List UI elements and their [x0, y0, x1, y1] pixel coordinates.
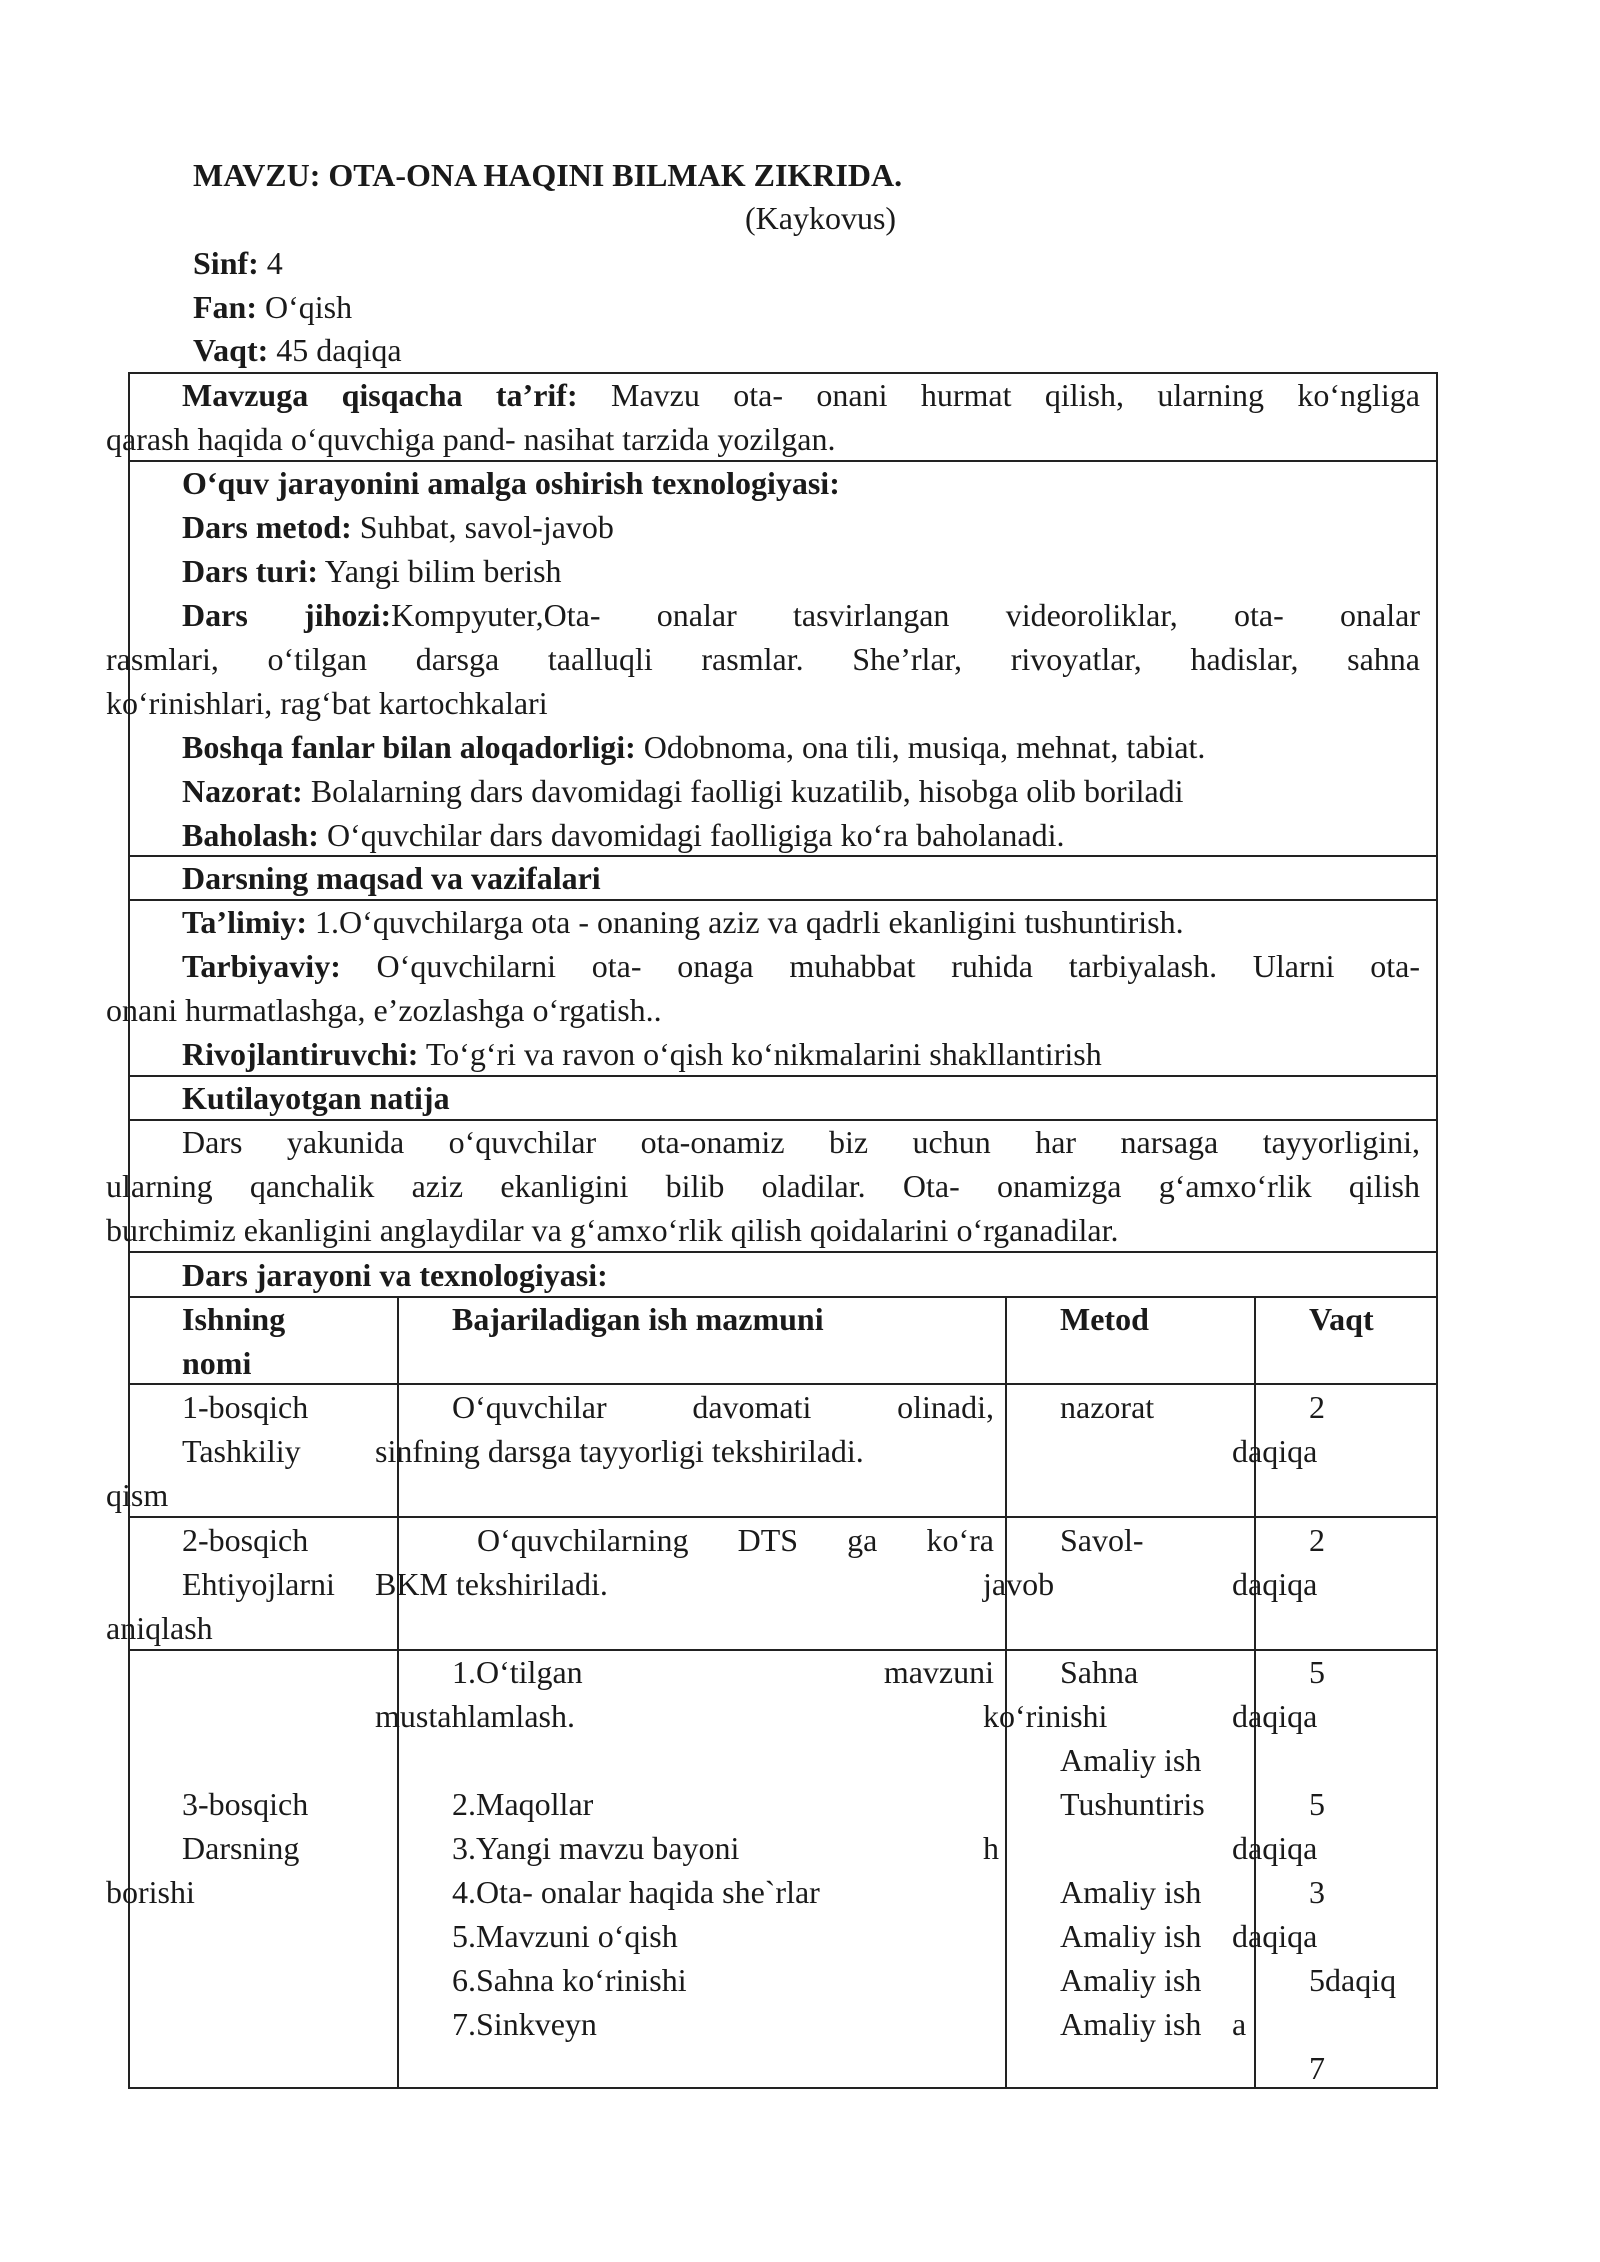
row1-stage: 1-bosqich — [182, 1389, 309, 1425]
row3-time-item: a — [1232, 2006, 1247, 2042]
row3-stage-name: Darsning — [182, 1830, 300, 1866]
equipment-line-2: rasmlari, o‘tilgan darsga taalluqli rasmlar. She’rlar, rivoyatlar, hadislar, sahna — [106, 641, 1420, 677]
table-border-right — [1436, 372, 1438, 2089]
column-divider-1 — [397, 1296, 399, 2089]
row2-method: Savol- — [1060, 1522, 1144, 1558]
row3-method-item: Sahna — [1060, 1654, 1139, 1690]
column-header-name-2: nomi — [182, 1345, 252, 1381]
row3-time-item: 5daqiq — [1309, 1962, 1397, 1998]
summary-text: Mavzu ota- onani hurmat qilish, ularning ko‘ngliga — [577, 377, 1421, 413]
row2-stage-name: Ehtiyojlarni — [182, 1566, 335, 1602]
column-header-name: Ishning — [182, 1301, 286, 1337]
row1-content-2: sinfning darsga tayyorligi tekshiriladi. — [375, 1433, 864, 1469]
interdisciplinary-line — [182, 725, 1205, 769]
row3-content-item: 4.Ota- onalar haqida she`rlar — [452, 1874, 820, 1910]
upbringing-goal-line-2: onani hurmatlashga, e’zozlashga o‘rgatish.. — [106, 992, 662, 1028]
result-line-3: burchimiz ekanligini anglaydilar va g‘amxo‘rlik qilish qoidalarini o‘rganadilar. — [106, 1212, 1119, 1248]
row3-method-item: h — [983, 1830, 999, 1866]
row2-content-1: O‘quvchilarning DTS ga ko‘ra — [477, 1522, 994, 1558]
row2-time: 2 — [1309, 1522, 1325, 1558]
row3-method-item: Tushuntiris — [1060, 1786, 1205, 1822]
result-line-1: Dars yakunida o‘quvchilar ota-onamiz biz uchun har narsaga tayyorligini, — [182, 1124, 1420, 1160]
result-line-2: ularning qanchalik aziz ekanligini bilib oladilar. Ota- onamizga g‘amxo‘rlik qilish — [106, 1168, 1420, 1204]
row3-content-item: 7.Sinkveyn — [452, 2006, 597, 2042]
assessment-label: Baholash: — [182, 817, 319, 853]
table-border-bottom — [128, 2087, 1438, 2089]
interdisciplinary-value: Odobnoma, ona tili, musiqa, mehnat, tabiat. — [635, 729, 1206, 765]
row1-method: nazorat — [1060, 1389, 1155, 1425]
time-line — [193, 328, 402, 372]
summary-label: Mavzuga qisqacha ta’rif: — [182, 377, 578, 413]
lesson-type-label: Dars turi: — [182, 553, 318, 589]
row3-content-item: 5.Mavzuni o‘qish — [452, 1918, 678, 1954]
educational-goal-line — [182, 900, 1184, 944]
developmental-goal-label: Rivojlantiruvchi: — [182, 1036, 419, 1072]
assessment-value: O‘quvchilar dars davomidagi faolligiga ko‘ra baholanadi. — [318, 817, 1065, 853]
assessment-line — [182, 813, 1064, 857]
column-divider-2 — [1005, 1296, 1007, 2089]
column-header-content: Bajariladigan ish mazmuni — [452, 1301, 824, 1337]
subject-line — [193, 285, 352, 329]
grade-label: Sinf: — [193, 245, 259, 281]
row1-time-unit: daqiqa — [1232, 1433, 1318, 1469]
row3-method-item: Amaliy ish — [1060, 1962, 1202, 1998]
row3-time-item: 3 — [1309, 1874, 1325, 1910]
row3-time-item: daqiqa — [1232, 1698, 1318, 1734]
column-header-method: Metod — [1060, 1301, 1149, 1337]
column-divider-3 — [1254, 1296, 1256, 2089]
method-label: Dars metod: — [182, 509, 352, 545]
row3-stage-name-2: borishi — [106, 1874, 195, 1910]
row3-content-item: mustahlamlash. — [375, 1698, 575, 1734]
equipment-line-1 — [182, 593, 1420, 637]
upbringing-goal-label: Tarbiyaviy: — [182, 948, 341, 984]
row3-method-item: Amaliy ish — [1060, 1918, 1202, 1954]
row3-method-item: Amaliy ish — [1060, 1874, 1202, 1910]
time-value: 45 daqiqa — [268, 332, 402, 368]
equipment-line-3: ko‘rinishlari, rag‘bat kartochkalari — [106, 685, 548, 721]
summary-line-2: qarash haqida o‘quvchiga pand- nasihat tarzida yozilgan. — [106, 421, 836, 457]
row3-stage: 3-bosqich — [182, 1786, 309, 1822]
subject-label: Fan: — [193, 289, 257, 325]
grade-line — [193, 241, 283, 285]
equipment-text-1: Kompyuter,Ota- onalar tasvirlangan videoroliklar, ota- onalar — [391, 597, 1421, 633]
educational-goal-value: 1.O‘quvchilarga ota - onaning aziz va qadrli ekanligini tushuntirish. — [307, 904, 1184, 940]
row3-content-item: 3.Yangi mavzu bayoni — [452, 1830, 740, 1866]
interdisciplinary-label: Boshqa fanlar bilan aloqadorligi: — [182, 729, 636, 765]
row1-stage-name-2: qism — [106, 1477, 169, 1513]
result-heading: Kutilayotgan natija — [182, 1080, 450, 1116]
control-value: Bolalarning dars davomidagi faolligi kuzatilib, hisobga olib boriladi — [302, 773, 1184, 809]
row1-stage-name: Tashkiliy — [182, 1433, 301, 1469]
method-value: Suhbat, savol-javob — [351, 509, 614, 545]
row2-content-2: BKM tekshiriladi. — [375, 1566, 608, 1602]
lesson-type-line — [182, 549, 562, 593]
row3-method-item: Amaliy ish — [1060, 2006, 1202, 2042]
row3-time-item: daqiqa — [1232, 1830, 1318, 1866]
lesson-type-value: Yangi bilim berish — [317, 553, 562, 589]
row3-method-item: Amaliy ish — [1060, 1742, 1202, 1778]
row3-time-item: 5 — [1309, 1654, 1325, 1690]
row1-time: 2 — [1309, 1389, 1325, 1425]
row3-time-item: 5 — [1309, 1786, 1325, 1822]
row2-time-unit: daqiqa — [1232, 1566, 1318, 1602]
time-label: Vaqt: — [193, 332, 269, 368]
goals-heading: Darsning maqsad va vazifalari — [182, 860, 601, 896]
row3-content-item: 1.O‘tilgan mavzuni — [452, 1654, 994, 1690]
equipment-label: Dars jihozi: — [182, 597, 392, 633]
method-line — [182, 505, 614, 549]
row3-content-item: 6.Sahna ko‘rinishi — [452, 1962, 687, 1998]
row3-time-item: 7 — [1309, 2050, 1325, 2086]
row3-time-item: daqiqa — [1232, 1918, 1318, 1954]
author-name: (Kaykovus) — [745, 200, 897, 236]
control-line — [182, 769, 1184, 813]
developmental-goal-line — [182, 1032, 1102, 1076]
summary-line-1 — [182, 373, 1420, 417]
developmental-goal-value: To‘g‘ri va ravon o‘qish ko‘nikmalarini shakllantirish — [418, 1036, 1102, 1072]
control-label: Nazorat: — [182, 773, 303, 809]
row3-content-item: 2.Maqollar — [452, 1786, 594, 1822]
educational-goal-label: Ta’limiy: — [182, 904, 308, 940]
document-title: MAVZU: OTA-ONA HAQINI BILMAK ZIKRIDA. — [193, 157, 903, 193]
subject-value: O‘qish — [257, 289, 353, 325]
row1-content-1: O‘quvchilar davomati olinadi, — [452, 1389, 994, 1425]
grade-value: 4 — [258, 245, 283, 281]
row2-stage: 2-bosqich — [182, 1522, 309, 1558]
row3-method-item: ko‘rinishi — [983, 1698, 1108, 1734]
row2-method-2: javob — [983, 1566, 1055, 1602]
upbringing-goal-text: O‘quvchilarni ota- onaga muhabbat ruhida tarbiyalash. Ularni ota- — [340, 948, 1420, 984]
upbringing-goal-line-1 — [182, 944, 1420, 988]
row2-stage-name-2: aniqlash — [106, 1610, 213, 1646]
technology-heading: O‘quv jarayonini amalga oshirish texnologiyasi: — [182, 465, 840, 501]
column-header-time: Vaqt — [1309, 1301, 1374, 1337]
process-heading: Dars jarayoni va texnologiyasi: — [182, 1257, 608, 1293]
